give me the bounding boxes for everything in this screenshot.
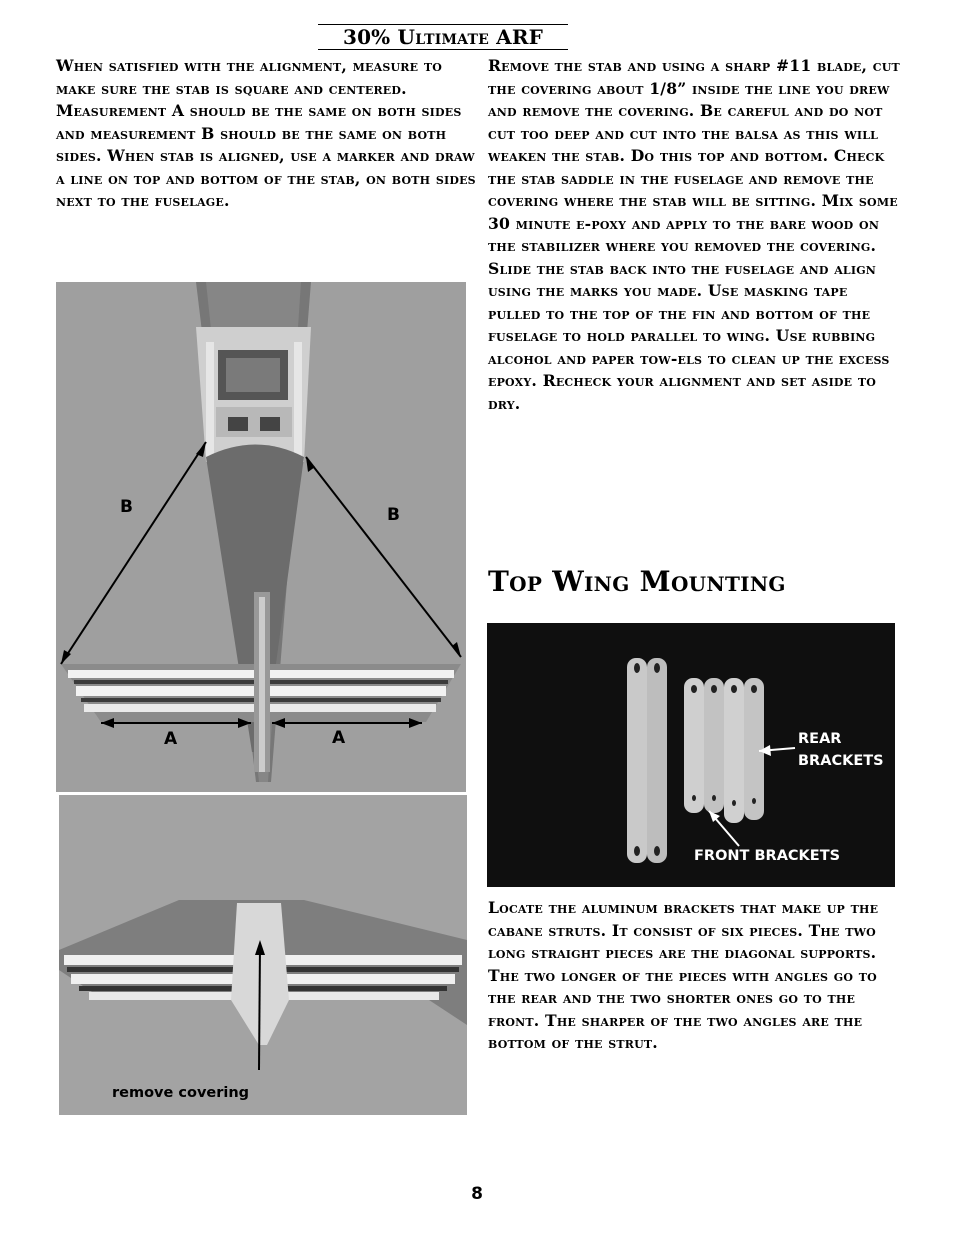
label-b-left: B: [120, 497, 133, 517]
right-paragraph: Remove the stab and using a sharp #11 blade, cut the covering about 1/8” inside the line you drew and remove the covering. Be careful and do not cut too deep and cut into the balsa as this will weaken the stab. Do this top and bottom. Check the stab saddle in the fuselage and remove the covering where the stab will be sitting. Mix some 30 minute e-poxy and apply to the bare wood on the stabilizer where you removed the covering. Slide the stab back into the fuselage and align using the marks you made. Use masking tape pulled to the top of the fin and bottom of the fuselage to hold parallel to wing. Use rubbing alcohol and paper tow-els to clean up the excess epoxy. Recheck your alignment and set aside to dry.: [488, 56, 900, 413]
label-rear: REAR: [798, 731, 842, 747]
stab-covering-photo: [59, 795, 467, 1115]
left-paragraph: When satisfied with the alignment, measure to make sure the stab is square and centered. Measurement A should be the same on both sides and measurement B should be the same on both sides. When stab is aligned, use a marker and draw a line on top and bottom of the stab, on both sides next to the fuselage.: [56, 56, 476, 210]
label-a-left: A: [164, 729, 178, 749]
label-b-right: B: [387, 505, 400, 525]
page-header-title: 30% Ultimate ARF: [318, 24, 568, 50]
label-a-right: A: [332, 728, 346, 748]
page-number: 8: [471, 1184, 483, 1204]
bottom-paragraph: Locate the aluminum brackets that make up the cabane struts. It consist of six pieces. The two long straight pieces are the diagonal supports. The two longer of the pieces with angles go to the rear and the two shorter ones go to the front. The sharper of the two angles are the bottom of the strut.: [488, 898, 879, 1052]
fuselage-stab-photo: [56, 282, 466, 792]
section-title-top-wing-mounting: Top Wing Mounting: [488, 565, 786, 598]
brackets-photo: [487, 623, 895, 887]
label-brackets: BRACKETS: [798, 753, 884, 769]
label-front-brackets: FRONT BRACKETS: [694, 848, 841, 864]
label-remove-covering: remove covering: [112, 1085, 250, 1101]
